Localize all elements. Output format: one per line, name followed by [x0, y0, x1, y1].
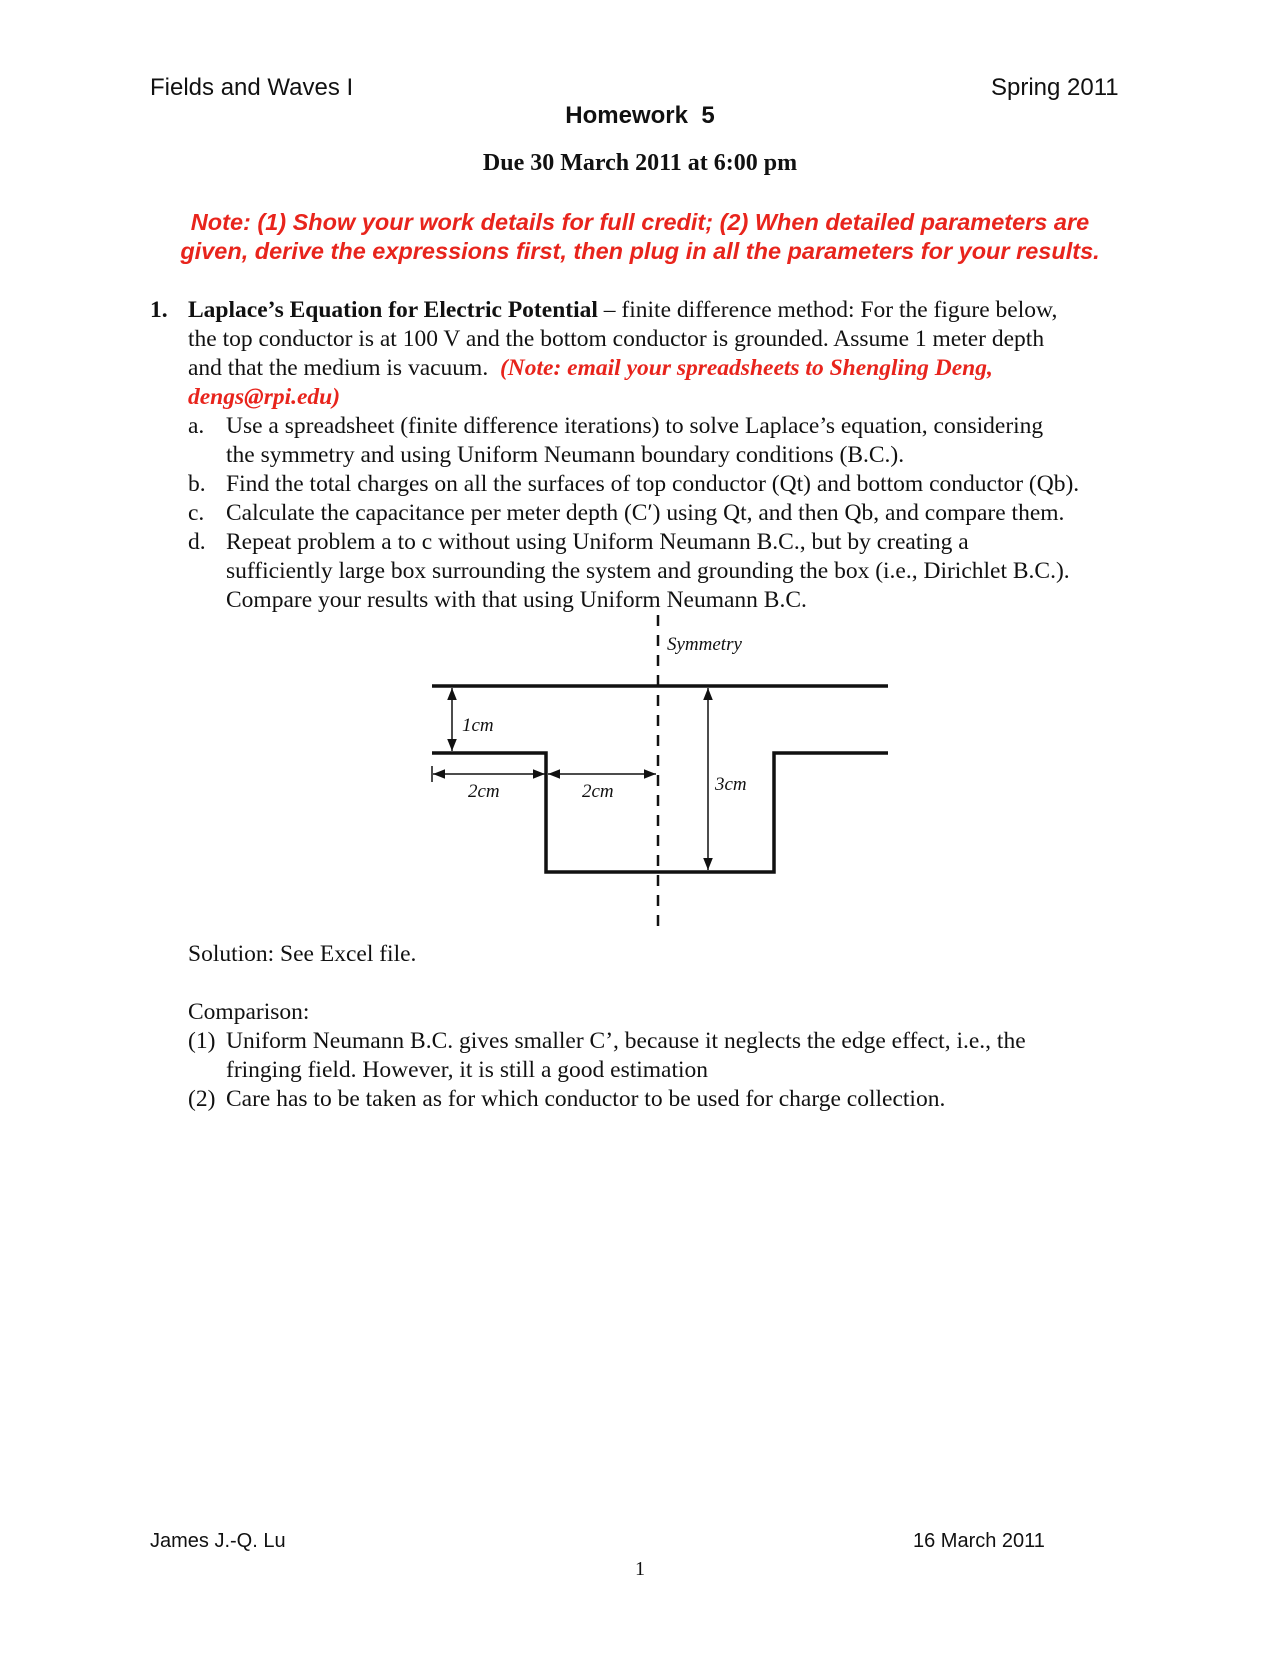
subitem-a-line-1: Use a spreadsheet (finite difference iterations) to solve Laplace’s equation, considering	[226, 413, 1044, 439]
dim-2cm-mid-label: 2cm	[582, 781, 614, 802]
email-note-line-2: dengs@rpi.edu)	[188, 384, 341, 410]
homework-title: Homework 5	[565, 102, 715, 129]
comparison-point-1-label: (1)	[188, 1028, 216, 1054]
footer-author: James J.-Q. Lu	[150, 1530, 286, 1552]
dim-3cm-label: 3cm	[715, 774, 747, 795]
dim-1cm-label: 1cm	[462, 715, 494, 736]
problem-number: 1.	[150, 297, 168, 323]
subitem-b-label: b.	[188, 471, 206, 497]
subitem-c-line-1: Calculate the capacitance per meter depth (C′) using Qt, and then Qb, and compare them.	[226, 500, 1065, 526]
due-date: Due 30 March 2011 at 6:00 pm	[482, 150, 798, 176]
footer-date: 16 March 2011	[913, 1530, 1045, 1552]
subitem-a-label: a.	[188, 413, 205, 439]
subitem-d-line-1: Repeat problem a to c without using Uniform Neumann B.C., but by creating a	[226, 529, 969, 555]
subitem-c-label: c.	[188, 500, 205, 526]
problem-intro-line-1-rest: – finite difference method: For the figure below,	[597, 297, 1058, 323]
symmetry-label: Symmetry	[667, 634, 742, 655]
subitem-d-line-2: sufficiently large box surrounding the system and grounding the box (i.e., Dirichlet B.C.).	[226, 558, 1070, 584]
comparison-heading: Comparison:	[188, 999, 310, 1025]
bottom-conductor	[432, 753, 888, 872]
solution-line: Solution: See Excel file.	[188, 941, 417, 967]
comparison-point-2-label: (2)	[188, 1086, 216, 1112]
subitem-d-line-3: Compare your results with that using Uniform Neumann B.C.	[226, 587, 807, 613]
email-note-line-1: (Note: email your spreadsheets to Shengling Deng,	[499, 355, 993, 381]
problem-intro-line-3-text: and that the medium is vacuum.	[188, 355, 489, 381]
problem-title: Laplace’s Equation for Electric Potential	[188, 297, 598, 323]
note-line-2: given, derive the expressions first, then plug in all the parameters for your results.	[180, 238, 1100, 264]
page-number: 1	[635, 1558, 645, 1580]
subitem-d-label: d.	[188, 529, 206, 555]
comparison-point-2-line-1: Care has to be taken as for which conductor to be used for charge collection.	[226, 1086, 946, 1112]
comparison-point-1	[226, 1027, 1146, 1085]
comparison-point-1-line-2: fringing field. However, it is still a good estimation	[226, 1057, 709, 1083]
note-line-1: Note: (1) Show your work details for full credit; (2) When detailed parameters are	[190, 209, 1090, 235]
dim-2cm-left-label: 2cm	[468, 781, 500, 802]
subitem-b-line-1: Find the total charges on all the surfaces of top conductor (Qt) and bottom conductor (Qb).	[226, 471, 1080, 497]
term: Spring 2011	[991, 74, 1119, 101]
comparison-point-1-line-1: Uniform Neumann B.C. gives smaller C’, because it neglects the edge effect, i.e., the	[226, 1028, 1026, 1054]
course-name: Fields and Waves I	[150, 74, 354, 101]
problem-intro-line-2: the top conductor is at 100 V and the bottom conductor is grounded. Assume 1 meter depth	[188, 326, 1045, 352]
subitem-a-line-2: the symmetry and using Uniform Neumann boundary conditions (B.C.).	[226, 442, 905, 468]
